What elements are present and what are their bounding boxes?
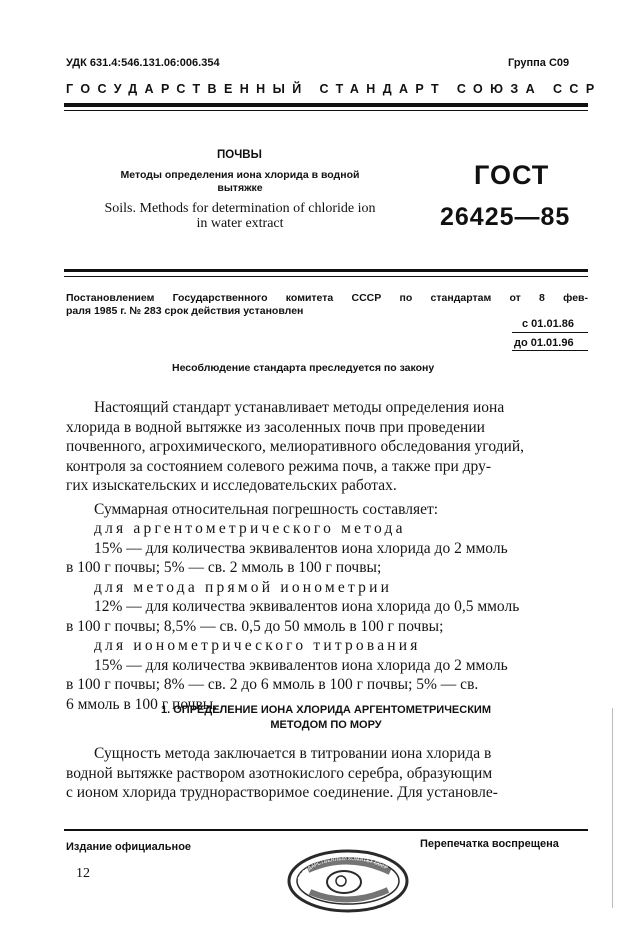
method-error-line: в 100 г почвы; 5% — св. 2 ммоль в 100 г почвы; <box>66 559 382 576</box>
header-rule-thin <box>64 110 588 111</box>
method-name-direct-ionometry: для метода прямой ионометрии <box>94 578 393 596</box>
method-name-ionometric-titration: для ионометрического титрования <box>94 637 421 654</box>
method-error-line: 15% — для количества эквивалентов иона хлорида до 2 ммоль <box>94 539 508 557</box>
english-title <box>74 201 406 231</box>
method-name-argentometric: для аргентометрического метода <box>94 520 406 537</box>
decree-line1: Постановлением Государственного комитета СССР по стандартам от 8 фев- <box>66 292 588 304</box>
standard-body <box>66 398 586 714</box>
stamp-text: ГОСУДАРСТВЕННЫЙ КОМИТЕТ СССР <box>296 855 389 881</box>
section-title <box>66 703 586 733</box>
decree-text <box>66 292 588 318</box>
legal-warning: Несоблюдение стандарта преследуется по закону <box>172 362 435 374</box>
section-line: с ионом хлорида труднорастворимое соединение. Для установле- <box>66 784 498 801</box>
gost-label: ГОСТ <box>474 160 550 190</box>
effective-to: до 01.01.96 <box>514 337 574 349</box>
intro-line: хлорида в водной вытяжке из засоленных почв при проведении <box>66 418 485 436</box>
russian-title <box>80 169 400 195</box>
header-rule-thick <box>64 103 588 107</box>
section-line: Сущность метода заключается в титровании иона хлорида в <box>94 745 492 762</box>
russian-title-line1: Методы определения иона хлорида в водной <box>120 169 360 181</box>
footer-rule <box>64 829 588 831</box>
date-separator-2 <box>512 350 588 351</box>
intro-line: контроля за состоянием солевого режима почв, а также при дру- <box>66 457 492 475</box>
title-rule-thin <box>64 276 588 277</box>
method-error-line: 15% — для количества эквивалентов иона хлорида до 2 ммоль <box>94 656 508 674</box>
scan-edge-mark <box>612 708 613 908</box>
russian-title-line2: вытяжке <box>217 182 263 194</box>
method-error-line: 12% — для количества эквивалентов иона хлорида до 0,5 ммоль <box>94 598 520 615</box>
stamp-seal-icon <box>286 848 410 914</box>
state-standard-banner: ГОСУДАРСТВЕННЫЙ СТАНДАРТ СОЮЗА ССР <box>66 82 602 96</box>
udc-code: УДК 631.4:546.131.06:006.354 <box>66 57 220 69</box>
section-line: водной вытяжке раствором азотнокислого серебра, образующим <box>66 764 493 782</box>
section-title-line1: 1. ОПРЕДЕЛЕНИЕ ИОНА ХЛОРИДА АРГЕНТОМЕТРИЧЕСКИМ <box>161 704 491 716</box>
subject-title: ПОЧВЫ <box>217 149 262 161</box>
section-title-line2: МЕТОДОМ ПО МОРУ <box>270 719 382 731</box>
error-intro: Суммарная относительная погрешность составляет: <box>94 500 439 518</box>
section-paragraph <box>66 744 586 803</box>
library-stamp <box>286 848 410 914</box>
reprint-prohibited: Перепечатка воспрещена <box>420 838 559 850</box>
official-edition: Издание официальное <box>66 841 192 853</box>
intro-paragraph <box>66 398 586 496</box>
intro-line: гих изыскательских и исследовательских работах. <box>66 477 397 494</box>
intro-line: почвенного, агрохимического, мелиоративного обследования угодий, <box>66 438 525 455</box>
decree-line2: раля 1985 г. № 283 срок действия установлен <box>66 305 304 317</box>
method-error-line: в 100 г почвы; 8,5% — св. 0,5 до 50 ммоль в 100 г почвы; <box>66 617 444 635</box>
intro-line: Настоящий стандарт устанавливает методы определения иона <box>94 399 505 416</box>
group-code: Группа С09 <box>508 57 570 69</box>
page-number: 12 <box>76 866 90 881</box>
method-error-line: в 100 г почвы; 8% — св. 2 до 6 ммоль в 100 г почвы; 5% — св. <box>66 676 479 693</box>
date-separator-1 <box>512 332 588 333</box>
english-title-line2: in water extract <box>196 216 284 231</box>
title-rule-thick <box>64 269 588 272</box>
effective-from: с 01.01.86 <box>522 318 574 330</box>
method-error-line: 6 ммоль в 100 г почвы. <box>66 695 218 713</box>
gost-number: 26425—85 <box>440 203 571 231</box>
english-title-line1: Soils. Methods for determination of chloride ion <box>104 201 376 216</box>
